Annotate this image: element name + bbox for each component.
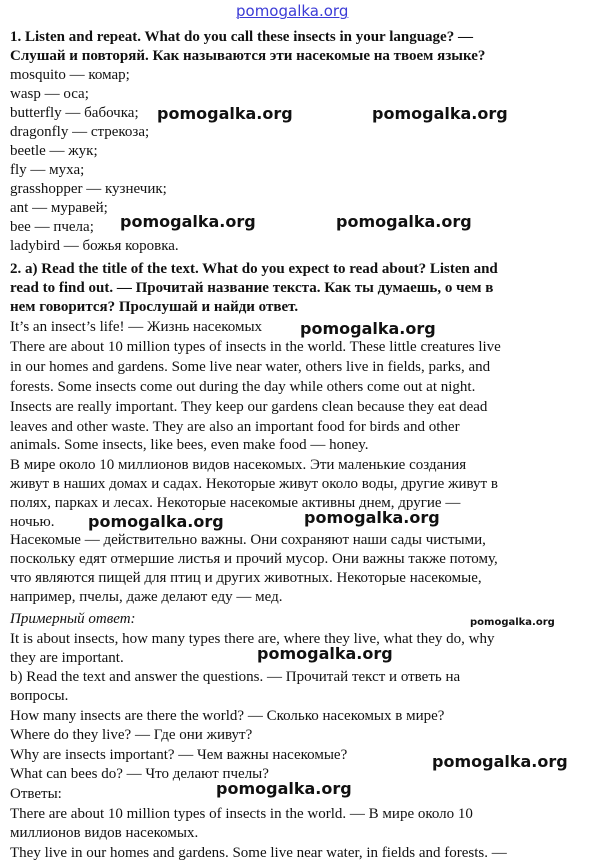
vocab-ladybird: ladybird — божья коровка.	[10, 238, 179, 254]
watermark: pomogalka.org	[88, 512, 224, 531]
question-2: Where do they live? — Где они живут?	[10, 727, 253, 743]
answer-2-line-1: They live in our homes and gardens. Some live near water, in fields and forests. —	[10, 845, 507, 861]
exercise-2b-heading-2: вопросы.	[10, 688, 69, 704]
question-4: What can bees do? — Что делают пчелы?	[10, 766, 269, 782]
text-ru-line-3: полях, парках и лесах. Некоторые насекомые активны днем, другие —	[10, 495, 461, 511]
watermark: pomogalka.org	[216, 779, 352, 798]
watermark: pomogalka.org	[336, 212, 472, 231]
watermark: pomogalka.org	[470, 617, 555, 628]
text-en-line-1: There are about 10 million types of insects in the world. These little creatures live	[10, 339, 501, 355]
question-3: Why are insects important? — Чем важны насекомые?	[10, 747, 348, 763]
vocab-grasshopper: grasshopper — кузнечик;	[10, 181, 167, 197]
vocab-fly: fly — муха;	[10, 162, 85, 178]
watermark: pomogalka.org	[304, 508, 440, 527]
text-en-line-2: in our homes and gardens. Some live near water, others live in fields, parks, and	[10, 359, 491, 375]
vocab-beetle: beetle — жук;	[10, 143, 98, 159]
text-en-line-4: Insects are really important. They keep our gardens clean because they eat dead	[10, 399, 488, 415]
exercise-1-heading-en: 1. Listen and repeat. What do you call these insects in your language? —	[10, 29, 473, 45]
text-en-line-6: animals. Some insects, like bees, even make food — honey.	[10, 437, 369, 453]
sample-answer-line-1: It is about insects, how many types there are, where they live, what they do, why	[10, 631, 495, 647]
answer-1-line-1: There are about 10 million types of insects in the world. — В мире около 10	[10, 806, 473, 822]
sample-answer-label: Примерный ответ:	[10, 611, 136, 627]
watermark: pomogalka.org	[157, 104, 293, 123]
question-1: How many insects are there the world? — Сколько насекомых в мире?	[10, 708, 445, 724]
answers-label: Ответы:	[10, 786, 62, 802]
watermark: pomogalka.org	[300, 319, 436, 338]
exercise-1-heading-ru: Слушай и повторяй. Как называются эти насекомые на твоем языке?	[10, 48, 486, 64]
vocab-butterfly: butterfly — бабочка;	[10, 105, 139, 121]
text-ru-line-8: например, пчелы, даже делают еду — мед.	[10, 589, 283, 605]
vocab-bee: bee — пчела;	[10, 219, 94, 235]
text-ru-line-4: ночью.	[10, 514, 55, 530]
vocab-wasp: wasp — оса;	[10, 86, 89, 102]
answer-1-line-2: миллионов видов насекомых.	[10, 825, 199, 841]
text-ru-line-2: живут в наших домах и садах. Некоторые живут около воды, другие живут в	[10, 476, 498, 492]
watermark: pomogalka.org	[372, 104, 508, 123]
text-ru-line-1: В мире около 10 миллионов видов насекомых. Эти маленькие создания	[10, 457, 467, 473]
vocab-dragonfly: dragonfly — стрекоза;	[10, 124, 150, 140]
exercise-2a-heading-1: 2. а) Read the title of the text. What do you expect to read about? Listen and	[10, 261, 498, 277]
text-ru-line-6: поскольку едят отмершие листья и прочий мусор. Они важны также потому,	[10, 551, 498, 567]
sample-answer-line-2: they are important.	[10, 650, 124, 666]
watermark: pomogalka.org	[432, 752, 568, 771]
vocab-ant: ant — муравей;	[10, 200, 108, 216]
text-en-line-3: forests. Some insects come out during the day while others come out at night.	[10, 379, 476, 395]
text-en-line-5: leaves and other waste. They are also an important food for birds and other	[10, 419, 460, 435]
watermark: pomogalka.org	[120, 212, 256, 231]
watermark-header[interactable]: pomogalka.org	[236, 2, 349, 20]
text-ru-line-5: Насекомые — действительно важны. Они сохраняют наши сады чистыми,	[10, 532, 486, 548]
exercise-2a-heading-3: нем говорится? Прослушай и найди ответ.	[10, 299, 299, 315]
vocab-mosquito: mosquito — комар;	[10, 67, 130, 83]
exercise-2a-heading-2: read to find out. — Прочитай название текста. Как ты думаешь, о чем в	[10, 280, 494, 296]
text-ru-line-7: что являются пищей для птиц и других животных. Некоторые насекомые,	[10, 570, 482, 586]
exercise-2b-heading-1: b) Read the text and answer the questions. — Прочитай текст и ответь на	[10, 669, 461, 685]
text-title: It’s an insect’s life! — Жизнь насекомых	[10, 319, 263, 335]
watermark: pomogalka.org	[257, 644, 393, 663]
